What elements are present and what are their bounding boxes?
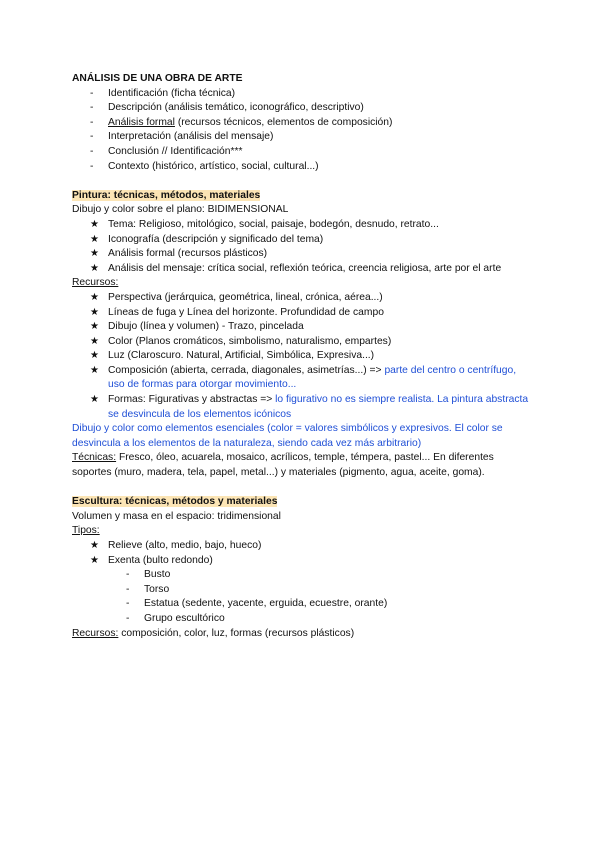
list-item [72,335,532,350]
list-item [72,320,532,335]
list-item: - Estatua (sedente, yacente, erguida, ecuestre, orante) [72,597,532,612]
list-item: - Torso [72,583,532,598]
blue-annotation: parte del centro o centrífugo, uso de formas para otorgar movimiento... [108,364,517,391]
star-icon: ★ [90,321,99,333]
list-item [72,247,532,262]
intro-list [72,87,532,175]
recursos-label: Recursos: [72,277,119,289]
list-item-text: Iconografía (descripción y significado del tema) [108,233,324,245]
star-icon: ★ [90,306,99,318]
recursos-list [72,291,532,422]
list-item: - Conclusión // Identificación*** [72,145,532,160]
list-item [72,349,532,364]
list-item: - Interpretación (análisis del mensaje) [72,130,532,145]
star-icon: ★ [90,233,99,245]
star-icon: ★ [90,218,99,230]
list-item-text: Dibujo (línea y volumen) - Trazo, pincelada [108,321,304,333]
list-item [72,233,532,248]
star-icon: ★ [90,540,99,551]
recursos-text: composición, color, luz, formas (recursos plásticos) [118,627,355,639]
list-item: - Busto [72,568,532,583]
list-item [72,291,532,306]
star-icon: ★ [90,364,99,376]
list-item-text: Análisis del mensaje: crítica social, reflexión teórica, creencia religiosa, arte por el arte [108,262,502,274]
star-icon: ★ [90,554,99,566]
star-icon: ★ [90,350,99,362]
list-item [72,554,532,569]
section-subtitle: Volumen y masa en el espacio: tridimensional [72,510,281,522]
list-item-text: Composición (abierta, cerrada, diagonales, asimetrías...) => [108,364,385,376]
list-item [72,116,532,131]
list-item-text: Tema: Religioso, mitológico, social, paisaje, bodegón, desnudo, retrato... [108,218,439,230]
tecnicas-paragraph [72,451,532,480]
section-heading-pintura: Pintura: técnicas, métodos, materiales [72,189,261,201]
star-icon: ★ [90,394,99,406]
list-item-text: Líneas de fuga y Línea del horizonte. Profundidad de campo [108,306,384,318]
tecnicas-text: Fresco, óleo, acuarela, mosaico, acrílicos, temple, témpera, pastel... En diferentes soportes (muro, madera, tela, papel, metal...) y materiales (pigmento, agua, aceite, goma). [72,452,494,479]
list-item [72,393,532,422]
list-item [72,539,532,554]
list-item: - Grupo escultórico [72,612,532,627]
tipos-label: Tipos: [72,525,100,537]
list-item-text: Exenta (bulto redondo) [108,554,213,566]
list-item [72,306,532,321]
star-icon: ★ [90,291,99,303]
list-item: - Identificación (ficha técnica) [72,87,532,102]
list-item-text: Color (Planos cromáticos, simbolismo, naturalismo, empartes) [108,335,392,347]
section-heading-escultura: Escultura: técnicas, métodos y materiales [72,496,278,508]
list-item [72,262,532,277]
star-icon: ★ [90,262,99,274]
blue-annotation: lo figurativo no es siempre realista. La pintura abstracta se desvincula de los elementos icónicos [108,394,529,420]
underlined-term: Análisis formal [108,116,175,128]
document-page [72,72,532,641]
pintura-list [72,218,532,276]
escultura-recursos [72,627,532,642]
list-item [72,364,532,393]
list-item: - Descripción (análisis temático, iconográfico, descriptivo) [72,101,532,116]
list-item-text: Formas: Figurativas y abstractas => [108,394,276,406]
star-icon: ★ [90,335,99,347]
tecnicas-label: Técnicas: [72,452,117,464]
recursos-label: Recursos: [72,627,119,639]
blue-note: Dibujo y color como elementos esenciales (color = valores simbólicos y expresivos. El color se desvincula a los elementos de la naturaleza, siendo cada vez más arbitrario) [72,423,503,449]
document-title: ANÁLISIS DE UNA OBRA DE ARTE [72,73,243,84]
list-item-text: Perspectiva (jerárquica, geométrica, lineal, crónica, aérea...) [108,291,383,303]
star-icon: ★ [90,248,99,260]
exenta-sublist [72,568,532,626]
list-item-text: Análisis formal (recursos plásticos) [108,248,268,260]
list-item-text: Relieve (alto, medio, bajo, hueco) [108,540,262,551]
list-item-text: Luz (Claroscuro. Natural, Artificial, Simbólica, Expresiva...) [108,350,375,362]
list-item [72,218,532,233]
section-subtitle: Dibujo y color sobre el plano: BIDIMENSIONAL [72,204,289,216]
list-item: - Contexto (histórico, artístico, social, cultural...) [72,160,532,175]
list-item-text: (recursos técnicos, elementos de composición) [174,116,393,128]
tipos-list [72,539,532,568]
